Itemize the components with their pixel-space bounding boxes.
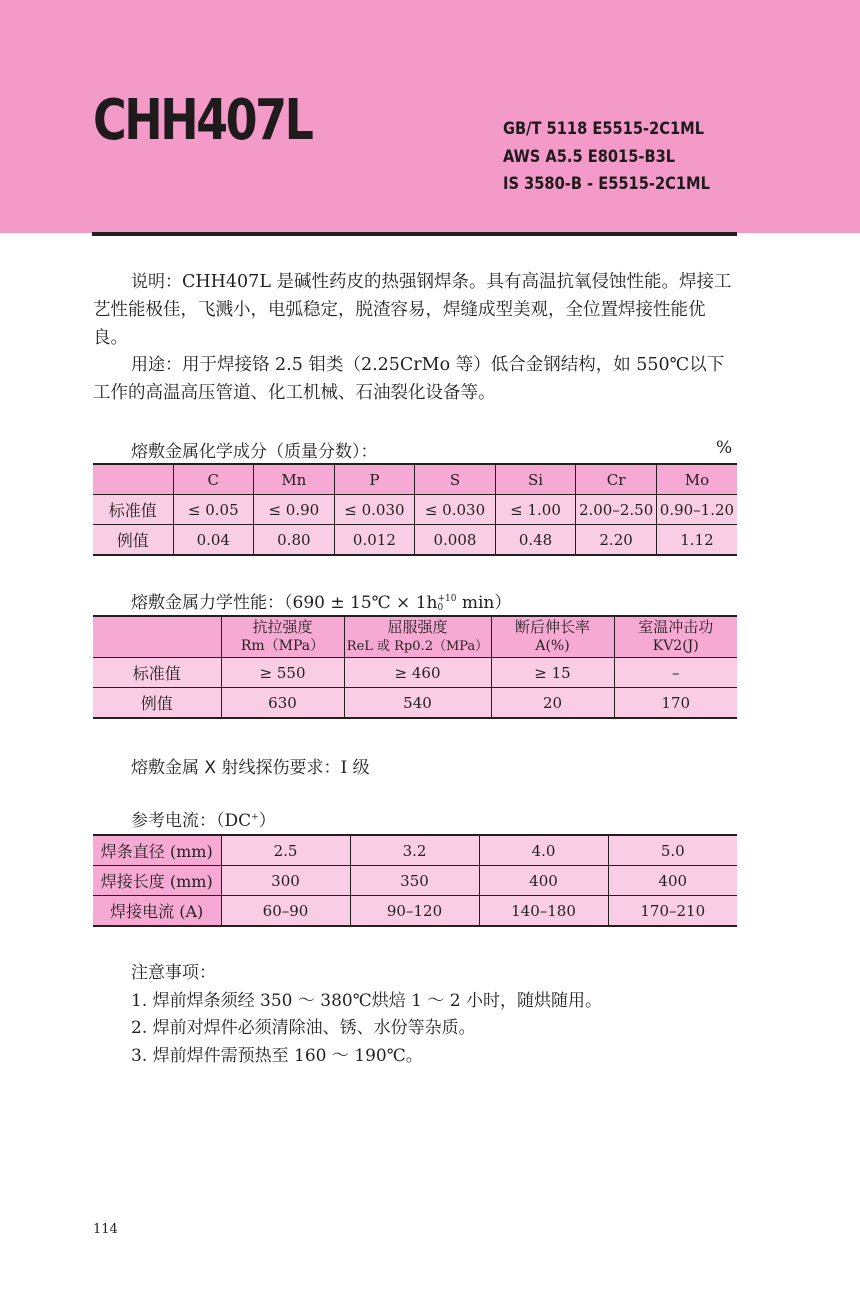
table-cell: 标准值 <box>93 658 221 688</box>
description-label: 说明： <box>131 272 182 292</box>
table-cell: 0.90–1.20 <box>656 495 737 525</box>
table-row <box>93 835 737 866</box>
table-row <box>93 525 737 556</box>
table-cell: ≤ 1.00 <box>495 495 576 525</box>
table-cell: 400 <box>608 866 737 896</box>
table-row <box>93 495 737 525</box>
note-item: 1. 焊前焊条须经 350 ～ 380℃烘焙 1 ～ 2 小时，随烘随用。 <box>131 990 602 1011</box>
header-band <box>0 0 860 233</box>
table-header-cell: 断后伸长率 A(%) <box>491 616 614 658</box>
table-cell: 标准值 <box>93 495 173 525</box>
table-cell: 20 <box>491 688 614 719</box>
chemical-unit: % <box>716 438 733 458</box>
table-cell: 300 <box>221 866 350 896</box>
table-cell: 例值 <box>93 525 173 556</box>
table-header-cell <box>93 464 173 495</box>
table-cell: 3.2 <box>350 835 479 866</box>
standard-aws: AWS A5.5 E8015-B3L <box>503 146 676 167</box>
current-table <box>93 834 737 927</box>
table-header-cell: C <box>173 464 254 495</box>
table-cell: 630 <box>221 688 344 719</box>
current-title: 参考电流：（DC+） <box>131 811 276 831</box>
mechanical-condition: （690 ± 15℃ × 1h +10 0 min） <box>284 593 512 613</box>
table-cell: 2.20 <box>576 525 657 556</box>
table-row <box>93 866 737 896</box>
table-header-cell: 抗拉强度 Rm（MPa） <box>221 616 344 658</box>
table-cell: – <box>614 658 737 688</box>
table-cell: ≤ 0.90 <box>254 495 335 525</box>
page-number: 114 <box>93 1222 118 1237</box>
xray-requirement: 熔敷金属 X 射线探伤要求：I 级 <box>131 758 370 778</box>
table-cell: 4.0 <box>479 835 608 866</box>
product-model: CHH407L <box>93 88 312 153</box>
note-item: 2. 焊前对焊件必须清除油、锈、水份等杂质。 <box>131 1018 476 1039</box>
table-row-header: 焊接电流 (A) <box>93 896 221 927</box>
mechanical-header-row <box>93 616 737 658</box>
table-cell: 0.04 <box>173 525 254 556</box>
table-cell: 2.5 <box>221 835 350 866</box>
current-polarity: （DC+） <box>216 811 276 831</box>
table-cell: ≥ 15 <box>491 658 614 688</box>
table-cell: 5.0 <box>608 835 737 866</box>
mechanical-title: 熔敷金属力学性能：（690 ± 15℃ × 1h +10 0 min） <box>131 593 512 613</box>
table-cell: 140–180 <box>479 896 608 927</box>
table-cell: 60–90 <box>221 896 350 927</box>
table-cell: 0.012 <box>334 525 415 556</box>
standard-is: IS 3580-B - E5515-2C1ML <box>503 174 710 194</box>
chemical-table <box>93 463 737 556</box>
standard-gb: GB/T 5118 E5515-2C1ML <box>503 119 705 139</box>
table-header-cell: 屈服强度 ReL 或 Rp0.2（MPa） <box>344 616 491 658</box>
description-paragraph <box>93 269 738 352</box>
table-header-cell: Mn <box>254 464 335 495</box>
table-cell: 例值 <box>93 688 221 719</box>
table-cell: 0.008 <box>415 525 496 556</box>
table-cell: 170–210 <box>608 896 737 927</box>
table-cell: ≥ 550 <box>221 658 344 688</box>
table-row <box>93 658 737 688</box>
chemical-header-row <box>93 464 737 495</box>
table-header-cell: 室温冲击功 KV2(J) <box>614 616 737 658</box>
table-header-cell: Si <box>495 464 576 495</box>
table-cell: 0.48 <box>495 525 576 556</box>
table-header-cell <box>93 616 221 658</box>
table-cell: ≤ 0.05 <box>173 495 254 525</box>
table-header-cell: P <box>334 464 415 495</box>
table-cell: 540 <box>344 688 491 719</box>
table-cell: 400 <box>479 866 608 896</box>
table-cell: ≤ 0.030 <box>415 495 496 525</box>
table-row-header: 焊接长度 (mm) <box>93 866 221 896</box>
table-cell: ≤ 0.030 <box>334 495 415 525</box>
table-row <box>93 896 737 927</box>
usage-paragraph <box>93 352 738 408</box>
table-cell: 90–120 <box>350 896 479 927</box>
table-cell: ≥ 460 <box>344 658 491 688</box>
table-row-header: 焊条直径 (mm) <box>93 835 221 866</box>
table-cell: 2.00–2.50 <box>576 495 657 525</box>
table-row <box>93 688 737 719</box>
table-header-cell: Mo <box>656 464 737 495</box>
table-header-cell: S <box>415 464 496 495</box>
table-cell: 1.12 <box>656 525 737 556</box>
header-rule <box>92 232 737 236</box>
table-cell: 350 <box>350 866 479 896</box>
usage-label: 用途： <box>131 355 182 375</box>
standards-list <box>503 116 710 199</box>
chemical-title: 熔敷金属化学成分（质量分数）： <box>131 442 378 462</box>
table-cell: 0.80 <box>254 525 335 556</box>
notes-title: 注意事项： <box>131 963 216 983</box>
description-text: CHH407L 是碱性药皮的热强钢焊条。具有高温抗氧侵蚀性能。焊接工艺性能极佳，飞溅小，电弧稳定，脱渣容易，焊缝成型美观，全位置焊接性能优良。 <box>93 272 732 348</box>
note-item: 3. 焊前焊件需预热至 160 ～ 190℃。 <box>131 1045 423 1066</box>
table-header-cell: Cr <box>576 464 657 495</box>
table-cell: 170 <box>614 688 737 719</box>
usage-text: 用于焊接铬 2.5 钼类（2.25CrMo 等）低合金钢结构，如 550℃以下工作的高温高压管道、化工机械、石油裂化设备等。 <box>93 355 725 403</box>
mechanical-table <box>93 615 737 719</box>
notes-section <box>131 960 602 1070</box>
